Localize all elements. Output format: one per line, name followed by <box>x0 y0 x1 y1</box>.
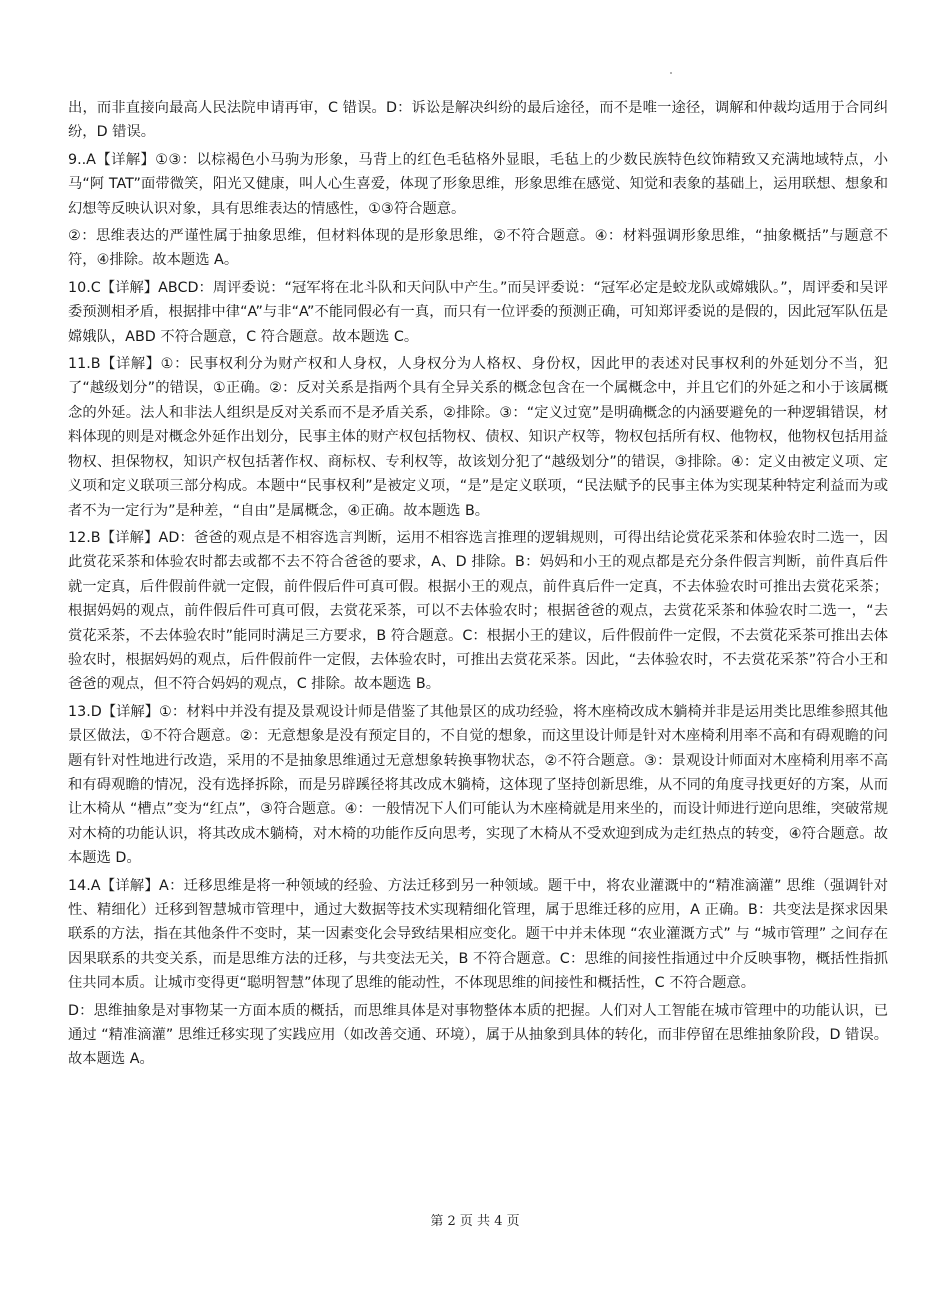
paragraph-q9-cont: ②：思维表达的严谨性属于抽象思维，但材料体现的是形象思维，②不符合题意。④：材料强调形象思维，“抽象概括”与题意不符，④排除。故本题选 A。 <box>68 228 888 269</box>
paragraph-q14: 14.A【详解】A：迁移思维是将一种领域的经验、方法迁移到另一种领域。题干中，将农业灌溉中的“精准滴灌” 思维（强调针对性、精细化）迁移到智慧城市管理中，通过大数据等技术实现精细化管理，属于思维迁移的应用，A 正确。B：共变法是探求因果联系的方法，指在其他条件不变时，某一因素变化会导致结果相应变化。题干中并未体现 “农业灌溉方式” 与 “城市管理” 之间存在因果联系的共变关系，而是思维方法的迁移，与共变法无关，B 不符合题意。C：思维的间接性指通过中介反映事物，概括性指抓住共同本质。让城市变得更“聪明智慧”体现了思维的能动性，不体现思维的间接性和概括性，C 不符合题意。 <box>68 877 888 992</box>
page-footer: 第 2 页 共 4 页 <box>430 1214 520 1229</box>
paragraph-q14-cont: D：思维抽象是对事物某一方面本质的概括，而思维具体是对事物整体本质的把握。人们对人工智能在城市管理中的功能认识，已通过 “精准滴灌” 思维迁移实现了实践应用（如改善交通、环境），属于从抽象到具体的转化，而非停留在思维抽象阶段，D 错误。故本题选 A。 <box>68 1002 888 1068</box>
paragraph-q11: 11.B【详解】①：民事权利分为财产权和人身权，人身权分为人格权、身份权，因此甲的表述对民事权利的外延划分不当，犯了“越级划分”的错误，①正确。②：反对关系是指两个具有全异关系的概念包含在一个属概念中，并且它们的外延之和小于该属概念的外延。法人和非法人组织是反对关系而不是矛盾关系，②排除。③：“定义过宽”是明确概念的内涵要避免的一种逻辑错误，材料体现的则是对概念外延作出划分，民事主体的财产权包括物权、债权、知识产权等，物权包括所有权、他物权，他物权包括用益物权、担保物权，知识产权包括著作权、商标权、专利权等，故该划分犯了“越级划分”的错误，③排除。④：定义由被定义项、定义项和定义联项三部分构成。本题中“民事权利”是被定义项，“是”是定义联项，“民法赋予的民事主体为实现某种特定利益而为或者不为一定行为”是种差，“自由”是属概念，④正确。故本题选 B。 <box>68 356 888 519</box>
paragraph-q12: 12.B【详解】AD：爸爸的观点是不相容选言判断，运用不相容选言推理的逻辑规则，可得出结论赏花采茶和体验农时二选一，因此赏花采茶和体验农时都去或都不去不符合爸爸的要求，A、D 排除。B：妈妈和小王的观点都是充分条件假言判断，前件真后件就一定真，后件假前件就一定假，前件假后件可真可假。根据小王的观点，前件真后件一定真，不去体验农时可推出去赏花采茶；根据妈妈的观点，前件假后件可真可假，去赏花采茶，可以不去体验农时；根据爸爸的观点，去赏花采茶和体验农时二选一，“去赏花采茶，不去体验农时”能同时满足三方要求，B 符合题意。C：根据小王的建议，后件假前件一定假，不去赏花采茶可推出去体验农时，根据妈妈的观点，后件假前件一定假，去体验农时，可推出去赏花采茶。因此，“去体验农时，不去赏花采茶”符合小王和爸爸的观点，但不符合妈妈的观点，C 排除。故本题选 B。 <box>68 529 888 693</box>
paragraph-q13: 13.D【详解】①：材料中并没有提及景观设计师是借鉴了其他景区的成功经验，将木座椅改成木躺椅并非是运用类比思维参照其他景区做法，①不符合题意。②：无意想象是没有预定目的，不自觉的想象，而这里设计师是针对木座椅利用率不高和有碍观瞻的问题有针对性地进行改造，采用的不是抽象思维通过无意想象转换事物状态，②不符合题意。③：景观设计师面对木座椅利用率不高和有碍观瞻的情况，没有选择拆除，而是另辟蹊径将其改成木躺椅，这体现了坚持创新思维，从不同的角度寻找更好的方案，从而让木椅从 “槽点”变为“红点”，③符合题意。④：一般情况下人们可能认为木座椅就是用来坐的，而设计师进行逆向思维，突破常规对木椅的功能认识，将其改成木躺椅，对木椅的功能作反向思考，实现了木椅从不受欢迎到成为走红热点的转变，④符合题意。故本题选 D。 <box>68 703 888 867</box>
paragraph-q9: 9..A【详解】①③：以棕褐色小马驹为形象，马背上的红色毛毡格外显眼，毛毡上的少数民族特色纹饰精致又充满地域特点，小马“阿 TAT”面带微笑，阳光又健康，叫人心生喜爱，体现了形象思维，形象思维在感觉、知觉和表象的基础上，运用联想、想象和幻想等反映认识对象，具有思维表达的情感性，①③符合题意。 <box>68 151 888 217</box>
paragraph-q10: 10.C【详解】ABCD：周评委说：“冠军将在北斗队和天问队中产生。”而吴评委说：“冠军必定是蛟龙队或嫦娥队。”，周评委和吴评委预测相矛盾，根据排中律“A”与非“A”不能同假必有一真，而只有一位评委的预测正确，可知郑评委说的是假的，因此冠军队伍是嫦娥队，ABD 不符合题意，C 符合题意。故本题选 C。 <box>68 279 888 345</box>
paragraph-continuation: 出，而非直接向最高人民法院申请再审，C 错误。D：诉讼是解决纠纷的最后途径，而不是唯一途径，调解和仲裁均适用于合同纠纷，D 错误。 <box>68 100 888 141</box>
answer-explanations <box>68 96 888 1075</box>
page-mark <box>670 72 672 74</box>
